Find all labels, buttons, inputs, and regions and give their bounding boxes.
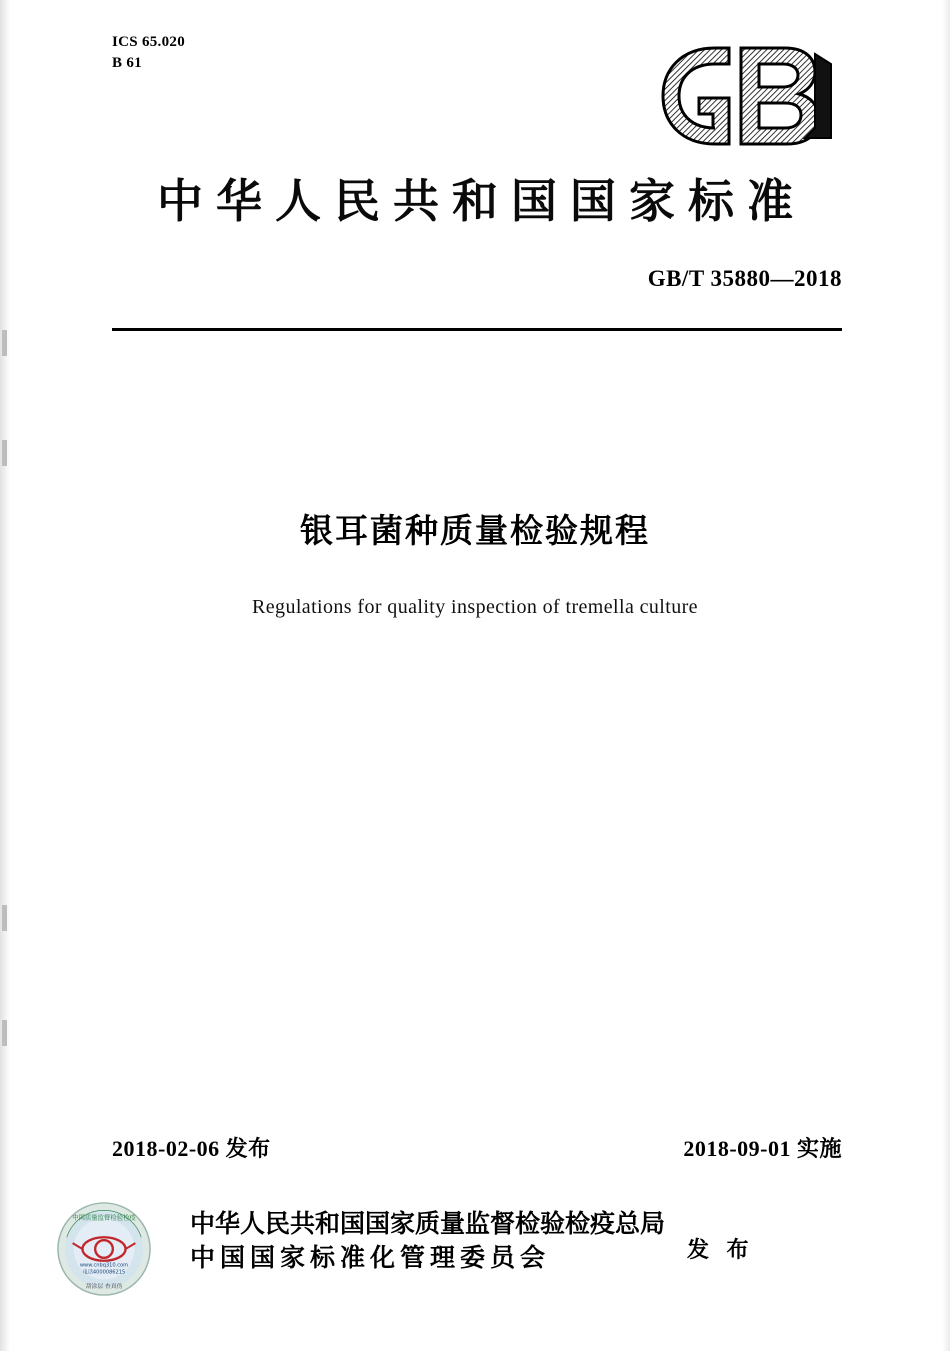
- issue-date: 2018-02-06 发布: [112, 1136, 271, 1161]
- classification-code: B 61: [112, 55, 142, 71]
- binding-mark: [2, 440, 7, 466]
- document-title-english: Regulations for quality inspection of tremella culture: [252, 596, 698, 618]
- binding-mark: [2, 1020, 7, 1046]
- issuer-publish-label: 发 布: [687, 1236, 755, 1262]
- binding-mark: [2, 905, 7, 931]
- svg-text:www.cnbq310.com: www.cnbq310.com: [79, 1262, 129, 1269]
- binding-mark: [2, 330, 7, 356]
- ics-code: ICS 65.020: [112, 34, 186, 50]
- ics-classification-block: [112, 32, 185, 74]
- svg-text:中国质量监督检验检疫: 中国质量监督检验检疫: [72, 1213, 136, 1222]
- svg-text:刮涂层 查真伪: 刮涂层 查真伪: [85, 1284, 123, 1291]
- svg-text:电话4000086215: 电话4000086215: [82, 1269, 126, 1276]
- header-divider: [112, 328, 842, 331]
- issuer-block: [190, 1208, 810, 1276]
- standard-number: GB/T 35880—2018: [647, 266, 842, 291]
- document-title-chinese: 银耳菌种质量检验规程: [300, 514, 650, 550]
- gb-logo-icon: [655, 42, 845, 150]
- effective-date: 2018-09-01 实施: [683, 1136, 842, 1161]
- page-title: 中华人民共和国国家标准: [157, 176, 806, 227]
- issuer-line-2: 中国国家标准化管理委员会: [190, 1245, 551, 1272]
- anti-counterfeit-seal-icon: [55, 1200, 153, 1298]
- issuer-line-1: 中华人民共和国国家质量监督检验检疫总局: [190, 1211, 666, 1238]
